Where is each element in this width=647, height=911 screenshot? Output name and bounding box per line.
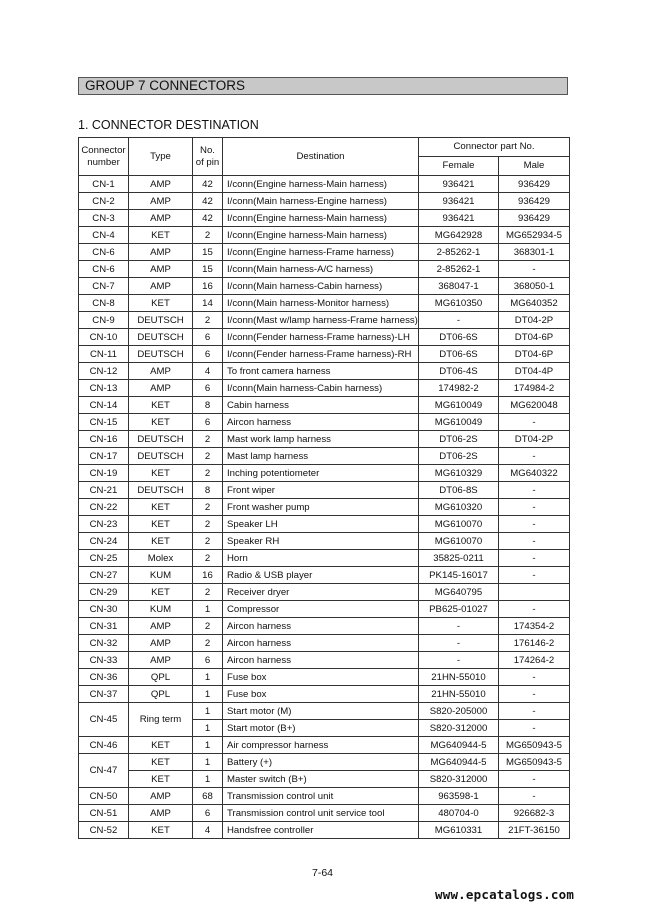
cell-dest: Battery (+) xyxy=(223,754,419,771)
cell-cn: CN-21 xyxy=(79,482,129,499)
cell-dest: Speaker LH xyxy=(223,516,419,533)
table-row xyxy=(79,363,570,380)
table-row xyxy=(79,414,570,431)
cell-type: AMP xyxy=(129,278,193,295)
connector-table xyxy=(78,137,570,839)
cell-type: AMP xyxy=(129,618,193,635)
cell-dest: Fuse box xyxy=(223,686,419,703)
table-row xyxy=(79,669,570,686)
cell-female: MG642928 xyxy=(419,227,499,244)
cell-male: DT04-6P xyxy=(499,329,570,346)
cell-dest: Speaker RH xyxy=(223,533,419,550)
cell-female: MG610350 xyxy=(419,295,499,312)
cell-dest: Transmission control unit service tool xyxy=(223,805,419,822)
table-row xyxy=(79,584,570,601)
cell-male: DT04-6P xyxy=(499,346,570,363)
cell-type: KET xyxy=(129,737,193,754)
cell-type: KET xyxy=(129,754,193,771)
cell-type: Molex xyxy=(129,550,193,567)
table-row xyxy=(79,176,570,193)
cell-cn: CN-30 xyxy=(79,601,129,618)
cell-cn: CN-16 xyxy=(79,431,129,448)
cell-female: 21HN-55010 xyxy=(419,686,499,703)
cell-cn: CN-8 xyxy=(79,295,129,312)
header-destination: Destination xyxy=(223,138,419,176)
cell-cn: CN-14 xyxy=(79,397,129,414)
cell-type: DEUTSCH xyxy=(129,329,193,346)
cell-pin: 68 xyxy=(193,788,223,805)
cell-pin: 16 xyxy=(193,567,223,584)
cell-type: AMP xyxy=(129,244,193,261)
cell-male: 936429 xyxy=(499,176,570,193)
cell-type: KET xyxy=(129,227,193,244)
cell-dest: Aircon harness xyxy=(223,414,419,431)
cell-female: 174982-2 xyxy=(419,380,499,397)
table-row xyxy=(79,227,570,244)
cell-male xyxy=(499,584,570,601)
cell-female: DT06-2S xyxy=(419,431,499,448)
cell-type: AMP xyxy=(129,363,193,380)
table-row xyxy=(79,482,570,499)
cell-female: 368047-1 xyxy=(419,278,499,295)
cell-type: KET xyxy=(129,499,193,516)
cell-pin: 6 xyxy=(193,805,223,822)
cell-dest: Cabin harness xyxy=(223,397,419,414)
cell-cn: CN-22 xyxy=(79,499,129,516)
cell-male: - xyxy=(499,261,570,278)
cell-female: MG610049 xyxy=(419,414,499,431)
table-row xyxy=(79,346,570,363)
cell-female: 2-85262-1 xyxy=(419,261,499,278)
page-number: 7-64 xyxy=(312,867,334,879)
cell-male: 368050-1 xyxy=(499,278,570,295)
cell-male: - xyxy=(499,686,570,703)
cell-male: 174984-2 xyxy=(499,380,570,397)
cell-type: DEUTSCH xyxy=(129,448,193,465)
cell-dest: Transmission control unit xyxy=(223,788,419,805)
cell-dest: Air compressor harness xyxy=(223,737,419,754)
cell-type: DEUTSCH xyxy=(129,312,193,329)
cell-male: 926682-3 xyxy=(499,805,570,822)
table-row xyxy=(79,431,570,448)
table-row xyxy=(79,193,570,210)
cell-female: 936421 xyxy=(419,176,499,193)
cell-female: DT06-8S xyxy=(419,482,499,499)
cell-male: DT04-2P xyxy=(499,431,570,448)
cell-type: AMP xyxy=(129,380,193,397)
cell-cn: CN-50 xyxy=(79,788,129,805)
cell-cn: CN-2 xyxy=(79,193,129,210)
cell-male: 936429 xyxy=(499,210,570,227)
cell-pin: 2 xyxy=(193,499,223,516)
cell-dest: Aircon harness xyxy=(223,635,419,652)
cell-male: - xyxy=(499,414,570,431)
table-row xyxy=(79,618,570,635)
cell-male: 368301-1 xyxy=(499,244,570,261)
cell-type: KUM xyxy=(129,567,193,584)
table-row xyxy=(79,499,570,516)
cell-male: - xyxy=(499,516,570,533)
table-row xyxy=(79,703,570,720)
cell-pin: 4 xyxy=(193,363,223,380)
table-row xyxy=(79,822,570,839)
cell-cn: CN-19 xyxy=(79,465,129,482)
cell-type: KET xyxy=(129,822,193,839)
table-row xyxy=(79,448,570,465)
cell-male: - xyxy=(499,448,570,465)
cell-cn: CN-12 xyxy=(79,363,129,380)
cell-pin: 42 xyxy=(193,193,223,210)
cell-female: DT06-4S xyxy=(419,363,499,380)
cell-dest: Start motor (M) xyxy=(223,703,419,720)
cell-dest: Horn xyxy=(223,550,419,567)
cell-type: AMP xyxy=(129,176,193,193)
cell-cn: CN-51 xyxy=(79,805,129,822)
cell-female: 21HN-55010 xyxy=(419,669,499,686)
cell-female: - xyxy=(419,618,499,635)
cell-type: KET xyxy=(129,771,193,788)
cell-male: - xyxy=(499,771,570,788)
cell-pin: 2 xyxy=(193,431,223,448)
cell-type: KET xyxy=(129,465,193,482)
cell-cn: CN-52 xyxy=(79,822,129,839)
table-row xyxy=(79,516,570,533)
cell-pin: 2 xyxy=(193,448,223,465)
cell-female: 35825-0211 xyxy=(419,550,499,567)
table-row xyxy=(79,686,570,703)
cell-dest: Front washer pump xyxy=(223,499,419,516)
header-type: Type xyxy=(129,138,193,176)
cell-male: MG620048 xyxy=(499,397,570,414)
cell-cn: CN-15 xyxy=(79,414,129,431)
cell-dest: I/conn(Main harness-Monitor harness) xyxy=(223,295,419,312)
cell-female: 963598-1 xyxy=(419,788,499,805)
cell-type: AMP xyxy=(129,193,193,210)
cell-male: DT04-2P xyxy=(499,312,570,329)
table-row xyxy=(79,465,570,482)
cell-pin: 6 xyxy=(193,414,223,431)
cell-pin: 2 xyxy=(193,550,223,567)
table-row xyxy=(79,533,570,550)
cell-pin: 2 xyxy=(193,533,223,550)
cell-pin: 1 xyxy=(193,720,223,737)
cell-dest: I/conn(Engine harness-Main harness) xyxy=(223,210,419,227)
cell-cn: CN-17 xyxy=(79,448,129,465)
cell-female: MG640944-5 xyxy=(419,754,499,771)
cell-pin: 2 xyxy=(193,227,223,244)
cell-male: MG640352 xyxy=(499,295,570,312)
cell-female: MG610329 xyxy=(419,465,499,482)
cell-female: 2-85262-1 xyxy=(419,244,499,261)
cell-dest: Master switch (B+) xyxy=(223,771,419,788)
cell-male: MG640322 xyxy=(499,465,570,482)
cell-pin: 1 xyxy=(193,686,223,703)
cell-dest: Receiver dryer xyxy=(223,584,419,601)
cell-dest: I/conn(Fender harness-Frame harness)-LH xyxy=(223,329,419,346)
cell-dest: I/conn(Main harness-Cabin harness) xyxy=(223,380,419,397)
cell-cn: CN-47 xyxy=(79,754,129,788)
cell-type: Ring term xyxy=(129,703,193,737)
cell-female: MG610331 xyxy=(419,822,499,839)
cell-pin: 16 xyxy=(193,278,223,295)
watermark: www.epcatalogs.com xyxy=(435,887,575,902)
table-row xyxy=(79,244,570,261)
cell-cn: CN-29 xyxy=(79,584,129,601)
cell-type: AMP xyxy=(129,210,193,227)
cell-pin: 4 xyxy=(193,822,223,839)
cell-pin: 2 xyxy=(193,312,223,329)
cell-dest: Front wiper xyxy=(223,482,419,499)
cell-pin: 2 xyxy=(193,516,223,533)
cell-pin: 15 xyxy=(193,244,223,261)
header-part-no: Connector part No. xyxy=(419,138,570,157)
cell-female: DT06-2S xyxy=(419,448,499,465)
cell-dest: Aircon harness xyxy=(223,618,419,635)
cell-type: AMP xyxy=(129,788,193,805)
cell-cn: CN-31 xyxy=(79,618,129,635)
cell-pin: 1 xyxy=(193,754,223,771)
cell-cn: CN-33 xyxy=(79,652,129,669)
cell-dest: I/conn(Engine harness-Main harness) xyxy=(223,227,419,244)
cell-cn: CN-37 xyxy=(79,686,129,703)
table-row xyxy=(79,261,570,278)
cell-type: DEUTSCH xyxy=(129,482,193,499)
cell-pin: 6 xyxy=(193,652,223,669)
table-row xyxy=(79,771,570,788)
cell-pin: 6 xyxy=(193,346,223,363)
cell-pin: 6 xyxy=(193,380,223,397)
cell-pin: 42 xyxy=(193,210,223,227)
cell-cn: CN-24 xyxy=(79,533,129,550)
cell-dest: Mast lamp harness xyxy=(223,448,419,465)
cell-female: 936421 xyxy=(419,193,499,210)
cell-dest: I/conn(Fender harness-Frame harness)-RH xyxy=(223,346,419,363)
cell-pin: 1 xyxy=(193,601,223,618)
table-row xyxy=(79,295,570,312)
cell-cn: CN-27 xyxy=(79,567,129,584)
cell-type: KET xyxy=(129,295,193,312)
cell-dest: Aircon harness xyxy=(223,652,419,669)
cell-type: KET xyxy=(129,414,193,431)
cell-cn: CN-11 xyxy=(79,346,129,363)
header-connector-number: Connector number xyxy=(79,138,129,176)
group-title: GROUP 7 CONNECTORS xyxy=(78,77,568,95)
cell-pin: 14 xyxy=(193,295,223,312)
header-female: Female xyxy=(419,157,499,176)
cell-pin: 2 xyxy=(193,635,223,652)
cell-male: - xyxy=(499,533,570,550)
cell-pin: 2 xyxy=(193,584,223,601)
cell-cn: CN-32 xyxy=(79,635,129,652)
cell-dest: I/conn(Main harness-A/C harness) xyxy=(223,261,419,278)
cell-female: MG640944-5 xyxy=(419,737,499,754)
cell-pin: 6 xyxy=(193,329,223,346)
table-row xyxy=(79,380,570,397)
cell-type: QPL xyxy=(129,669,193,686)
cell-male: MG650943-5 xyxy=(499,737,570,754)
cell-male: - xyxy=(499,720,570,737)
cell-female: MG610320 xyxy=(419,499,499,516)
table-row xyxy=(79,210,570,227)
cell-female: 480704-0 xyxy=(419,805,499,822)
cell-male: - xyxy=(499,550,570,567)
cell-pin: 42 xyxy=(193,176,223,193)
cell-cn: CN-46 xyxy=(79,737,129,754)
table-row xyxy=(79,754,570,771)
cell-male: - xyxy=(499,499,570,516)
cell-male: 936429 xyxy=(499,193,570,210)
cell-male: - xyxy=(499,669,570,686)
cell-female: - xyxy=(419,652,499,669)
cell-type: KET xyxy=(129,397,193,414)
cell-female: S820-205000 xyxy=(419,703,499,720)
cell-pin: 8 xyxy=(193,482,223,499)
table-row xyxy=(79,329,570,346)
cell-pin: 15 xyxy=(193,261,223,278)
cell-male: - xyxy=(499,482,570,499)
cell-male: - xyxy=(499,788,570,805)
cell-pin: 1 xyxy=(193,771,223,788)
header-no-of-pin: No. of pin xyxy=(193,138,223,176)
cell-dest: Radio & USB player xyxy=(223,567,419,584)
cell-type: KET xyxy=(129,516,193,533)
cell-type: DEUTSCH xyxy=(129,346,193,363)
cell-female: PB625-01027 xyxy=(419,601,499,618)
cell-female: MG610070 xyxy=(419,516,499,533)
cell-pin: 1 xyxy=(193,669,223,686)
cell-cn: CN-6 xyxy=(79,261,129,278)
cell-dest: Start motor (B+) xyxy=(223,720,419,737)
cell-type: KUM xyxy=(129,601,193,618)
cell-pin: 8 xyxy=(193,397,223,414)
cell-dest: Inching potentiometer xyxy=(223,465,419,482)
table-row xyxy=(79,397,570,414)
cell-female: - xyxy=(419,312,499,329)
cell-female: MG610070 xyxy=(419,533,499,550)
cell-female: MG610049 xyxy=(419,397,499,414)
table-row xyxy=(79,737,570,754)
table-row xyxy=(79,805,570,822)
cell-male: 21FT-36150 xyxy=(499,822,570,839)
cell-dest: Compressor xyxy=(223,601,419,618)
cell-male: - xyxy=(499,703,570,720)
table-row xyxy=(79,312,570,329)
cell-cn: CN-1 xyxy=(79,176,129,193)
cell-female: DT06-6S xyxy=(419,329,499,346)
cell-male: - xyxy=(499,567,570,584)
cell-type: QPL xyxy=(129,686,193,703)
cell-dest: I/conn(Mast w/lamp harness-Frame harness) xyxy=(223,312,419,329)
cell-female: MG640795 xyxy=(419,584,499,601)
table-row xyxy=(79,601,570,618)
cell-male: DT04-4P xyxy=(499,363,570,380)
table-row xyxy=(79,550,570,567)
cell-cn: CN-7 xyxy=(79,278,129,295)
cell-female: 936421 xyxy=(419,210,499,227)
cell-dest: Mast work lamp harness xyxy=(223,431,419,448)
table-row xyxy=(79,567,570,584)
cell-dest: Fuse box xyxy=(223,669,419,686)
table-row xyxy=(79,788,570,805)
cell-male: 174264-2 xyxy=(499,652,570,669)
table-row xyxy=(79,635,570,652)
cell-cn: CN-36 xyxy=(79,669,129,686)
cell-dest: I/conn(Engine harness-Frame harness) xyxy=(223,244,419,261)
cell-cn: CN-6 xyxy=(79,244,129,261)
cell-pin: 2 xyxy=(193,465,223,482)
cell-cn: CN-3 xyxy=(79,210,129,227)
cell-pin: 2 xyxy=(193,618,223,635)
cell-pin: 1 xyxy=(193,703,223,720)
cell-dest: To front camera harness xyxy=(223,363,419,380)
cell-type: AMP xyxy=(129,805,193,822)
cell-dest: I/conn(Main harness-Cabin harness) xyxy=(223,278,419,295)
table-row xyxy=(79,278,570,295)
cell-cn: CN-45 xyxy=(79,703,129,737)
cell-type: DEUTSCH xyxy=(129,431,193,448)
cell-male: 176146-2 xyxy=(499,635,570,652)
cell-type: AMP xyxy=(129,261,193,278)
cell-dest: I/conn(Engine harness-Main harness) xyxy=(223,176,419,193)
cell-female: S820-312000 xyxy=(419,720,499,737)
cell-type: AMP xyxy=(129,652,193,669)
cell-female: PK145-16017 xyxy=(419,567,499,584)
cell-cn: CN-9 xyxy=(79,312,129,329)
cell-female: - xyxy=(419,635,499,652)
section-title: 1. CONNECTOR DESTINATION xyxy=(78,118,259,132)
cell-pin: 1 xyxy=(193,737,223,754)
cell-dest: I/conn(Main harness-Engine harness) xyxy=(223,193,419,210)
cell-male: 174354-2 xyxy=(499,618,570,635)
header-male: Male xyxy=(499,157,570,176)
cell-cn: CN-10 xyxy=(79,329,129,346)
cell-cn: CN-13 xyxy=(79,380,129,397)
table-row xyxy=(79,652,570,669)
cell-type: KET xyxy=(129,533,193,550)
cell-type: KET xyxy=(129,584,193,601)
cell-type: AMP xyxy=(129,635,193,652)
cell-cn: CN-25 xyxy=(79,550,129,567)
cell-male: - xyxy=(499,601,570,618)
cell-cn: CN-23 xyxy=(79,516,129,533)
cell-dest: Handsfree controller xyxy=(223,822,419,839)
cell-female: S820-312000 xyxy=(419,771,499,788)
cell-male: MG652934-5 xyxy=(499,227,570,244)
cell-female: DT06-6S xyxy=(419,346,499,363)
cell-male: MG650943-5 xyxy=(499,754,570,771)
cell-cn: CN-4 xyxy=(79,227,129,244)
